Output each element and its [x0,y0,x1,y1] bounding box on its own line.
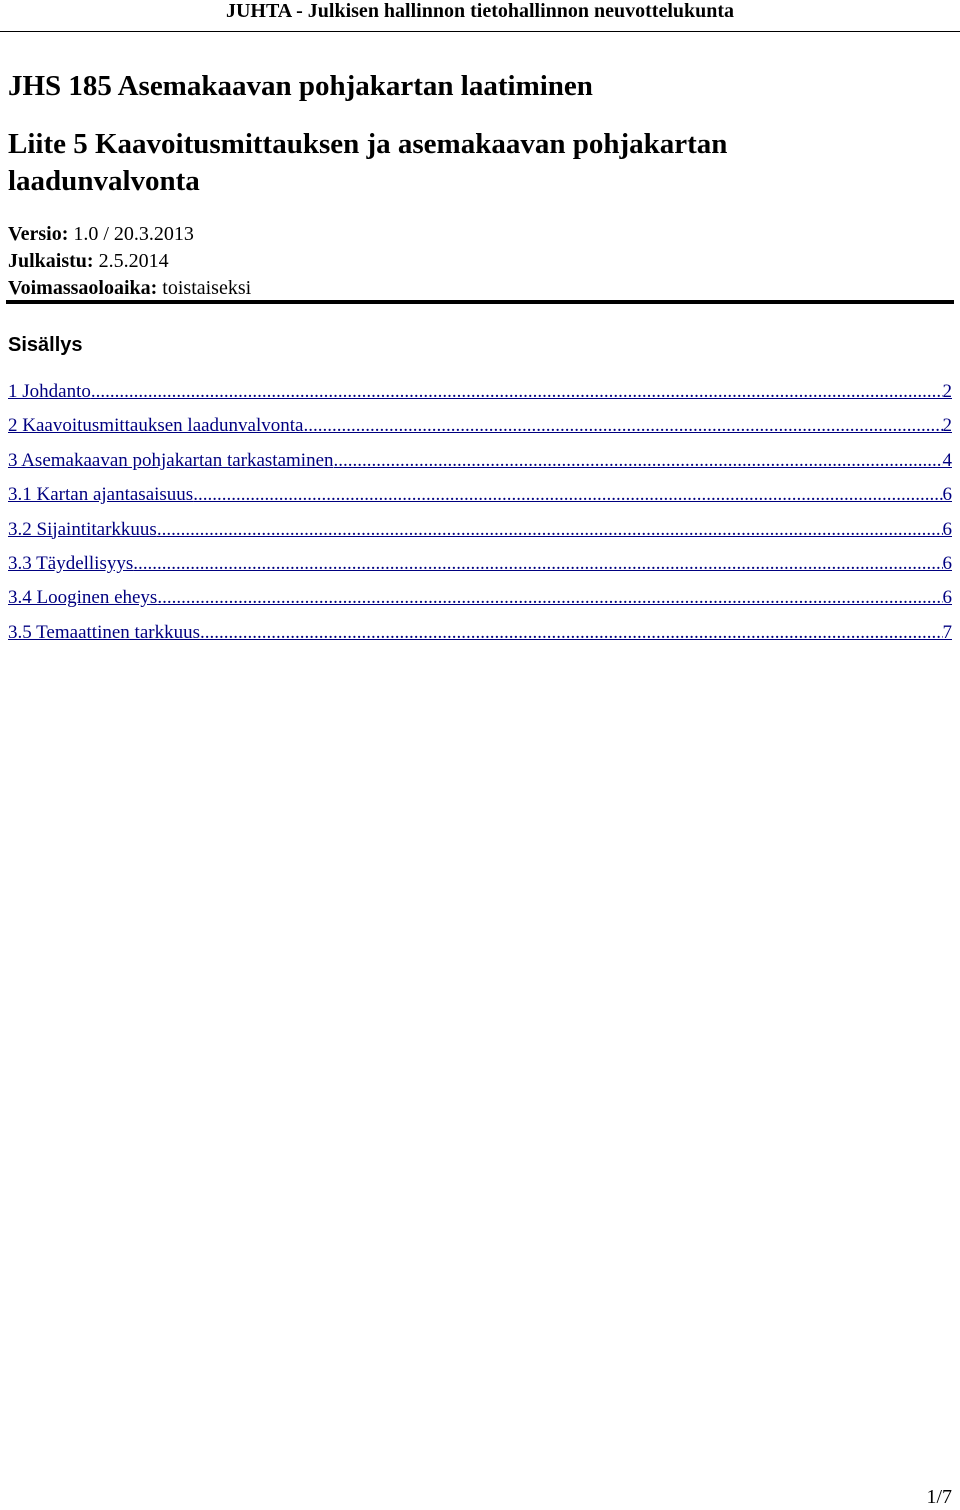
toc-link-text: 3.2 Sijaintitarkkuus [8,518,157,540]
toc-page-number: 6 [942,484,952,506]
toc-link-text: 3.1 Kartan ajantasaisuus [8,484,194,506]
section-divider [6,300,954,304]
toc-link-taydellisyys[interactable] [8,552,952,586]
toc-page-number: 6 [942,518,952,540]
toc-page-number: 2 [942,415,952,437]
meta-version-value: 1.0 / 20.3.2013 [73,223,194,245]
running-header: JUHTA - Julkisen hallinnon tietohallinnon neuvottelukunta [225,0,735,22]
toc-heading: Sisällys [8,334,83,356]
toc-link-sijaintitarkkuus[interactable] [8,518,952,552]
toc-leader [334,449,943,473]
meta-published-value: 2.5.2014 [98,250,169,272]
page-number: 1/7 [926,1486,952,1508]
toc-link-temaattinen-tarkkuus[interactable] [8,621,952,655]
toc-page-number: 4 [942,449,952,471]
toc-page-number: 7 [942,621,952,643]
toc-link-text: 3.5 Temaattinen tarkkuus [8,621,200,643]
meta-validity-label: Voimassaoloaika: [8,277,158,299]
toc-leader [200,621,943,645]
toc-leader [157,586,942,610]
meta-published [8,249,169,273]
meta-validity-value: toistaiseksi [162,277,252,299]
toc-link-text: 3 Asemakaavan pohjakartan tarkastaminen [8,449,334,471]
meta-validity [8,276,251,300]
toc-link-text: 3.4 Looginen eheys [8,587,158,609]
meta-published-label: Julkaistu: [8,250,94,272]
toc-leader [133,552,942,576]
toc-page-number: 6 [942,552,952,574]
toc-link-kartan-ajantasaisuus[interactable] [8,483,952,517]
toc-link-text: 2 Kaavoitusmittauksen laadunvalvonta [8,415,304,437]
toc-link-text: 3.3 Täydellisyys [8,552,134,574]
toc-page-number: 6 [942,587,952,609]
meta-version-label: Versio: [8,223,69,245]
toc-link-text: 1 Johdanto [8,381,91,402]
toc-link-kaavoitusmittauksen-laadunvalvonta[interactable] [8,414,952,448]
header-divider [0,31,960,32]
toc-leader [91,380,943,404]
toc-page-number: 2 [942,381,952,402]
toc-link-johdanto[interactable] [8,380,952,414]
table-of-contents [8,380,952,655]
toc-link-pohjakartan-tarkastaminen[interactable] [8,449,952,483]
document-subtitle: Liite 5 Kaavoitusmittauksen ja asemakaavan pohjakartan laadunvalvonta [8,128,728,197]
toc-leader [157,518,943,542]
document-title: JHS 185 Asemakaavan pohjakartan laatiminen [8,70,593,102]
meta-version [8,222,194,246]
toc-leader [193,483,942,507]
toc-link-looginen-eheys[interactable] [8,586,952,620]
toc-leader [303,414,942,438]
